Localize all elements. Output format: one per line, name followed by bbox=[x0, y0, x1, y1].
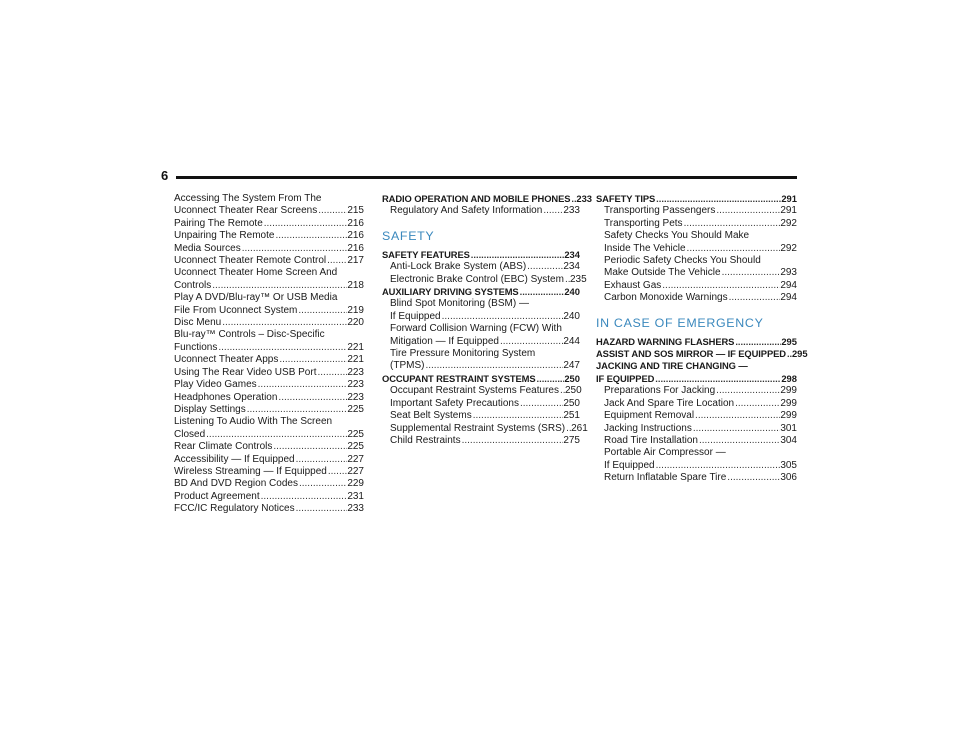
toc-entry-title: Listening To Audio With The Screen bbox=[174, 416, 333, 428]
toc-entry-page: 223 bbox=[347, 379, 364, 391]
dot-leader bbox=[211, 280, 347, 292]
toc-entry-title: Play Video Games bbox=[174, 379, 257, 391]
toc-entry[interactable] bbox=[174, 454, 364, 466]
dot-leader bbox=[257, 379, 348, 391]
toc-entry-title: File From Uconnect System bbox=[174, 304, 298, 316]
dot-leader bbox=[326, 255, 347, 267]
dot-leader bbox=[461, 435, 564, 447]
toc-entry-page: 234 bbox=[563, 261, 580, 273]
toc-entry-page: 292 bbox=[780, 242, 797, 254]
toc-entry-page: 220 bbox=[347, 317, 364, 329]
dot-leader bbox=[734, 336, 781, 348]
toc-entry-page: 293 bbox=[780, 267, 797, 279]
toc-entry-title: Headphones Operation bbox=[174, 391, 278, 403]
toc-entry-title: Wireless Streaming — If Equipped bbox=[174, 465, 327, 477]
dot-leader bbox=[263, 218, 348, 230]
toc-entry-title: Uconnect Theater Rear Screens bbox=[174, 205, 318, 217]
toc-entry-title: Transporting Pets bbox=[604, 217, 683, 229]
toc-entry-page: 240 bbox=[564, 286, 580, 298]
toc-entry[interactable] bbox=[174, 329, 364, 354]
toc-column-2 bbox=[382, 193, 593, 447]
toc-entry-page: 294 bbox=[780, 292, 797, 304]
toc-entry-page: 250 bbox=[563, 397, 580, 409]
toc-heading-entry[interactable] bbox=[382, 249, 580, 261]
toc-entry-title: (TPMS) bbox=[390, 360, 425, 372]
toc-entry-title: Jack And Spare Tire Location bbox=[604, 397, 735, 409]
dot-leader bbox=[686, 243, 781, 255]
toc-entry-title: Mitigation — If Equipped bbox=[390, 335, 499, 347]
toc-entry[interactable] bbox=[174, 392, 364, 404]
toc-entry-title: Functions bbox=[174, 341, 218, 353]
toc-heading-entry[interactable] bbox=[596, 348, 808, 360]
toc-entry-page: 247 bbox=[563, 360, 580, 372]
toc-entry[interactable] bbox=[174, 193, 364, 218]
dot-leader bbox=[424, 360, 563, 372]
dot-leader bbox=[715, 385, 780, 397]
toc-heading-entry[interactable] bbox=[596, 336, 797, 348]
dot-leader bbox=[205, 429, 347, 441]
toc-entry[interactable] bbox=[382, 385, 580, 397]
toc-entry[interactable] bbox=[596, 255, 797, 280]
toc-entry[interactable] bbox=[382, 323, 580, 348]
page-number: 6 bbox=[161, 168, 169, 183]
dot-leader bbox=[726, 472, 780, 484]
dot-leader bbox=[278, 354, 347, 366]
toc-entry-page: 233 bbox=[347, 503, 364, 515]
toc-entry-page: 292 bbox=[780, 217, 797, 229]
toc-entry-page: 231 bbox=[347, 490, 364, 502]
toc-entry-page: 225 bbox=[347, 441, 364, 453]
dot-leader bbox=[317, 205, 347, 217]
toc-entry[interactable] bbox=[174, 292, 364, 317]
toc-entry-title: OCCUPANT RESTRAINT SYSTEMS bbox=[382, 372, 536, 384]
toc-entry-title: Jacking Instructions bbox=[604, 422, 692, 434]
toc-entry-title: Anti-Lock Brake System (ABS) bbox=[390, 261, 527, 273]
dot-leader bbox=[221, 317, 347, 329]
toc-entry-title: Transporting Passengers bbox=[604, 205, 716, 217]
toc-entry-page: 295 bbox=[791, 348, 808, 360]
toc-entry-title: Accessing The System From The bbox=[174, 193, 322, 204]
toc-entry-title: Uconnect Theater Apps bbox=[174, 354, 279, 366]
toc-entry-title: JACKING AND TIRE CHANGING — bbox=[596, 360, 748, 372]
dot-leader bbox=[661, 280, 780, 292]
toc-entry[interactable] bbox=[174, 503, 364, 515]
toc-heading-entry[interactable] bbox=[382, 286, 580, 298]
toc-entry[interactable] bbox=[596, 218, 797, 230]
dot-leader bbox=[655, 460, 781, 472]
toc-entry-page: 291 bbox=[781, 193, 797, 204]
toc-entry[interactable] bbox=[382, 435, 580, 447]
toc-entry[interactable] bbox=[382, 422, 588, 435]
toc-entry-title: SAFETY FEATURES bbox=[382, 248, 470, 260]
dot-leader bbox=[535, 373, 564, 385]
toc-entry-page: 229 bbox=[347, 478, 364, 490]
dot-leader bbox=[316, 367, 347, 379]
dot-leader bbox=[472, 410, 564, 422]
toc-entry-page: 216 bbox=[347, 242, 364, 254]
toc-entry[interactable] bbox=[174, 317, 364, 329]
section-title: IN CASE OF EMERGENCY bbox=[596, 315, 764, 330]
toc-entry[interactable] bbox=[596, 423, 797, 435]
dot-leader bbox=[698, 435, 780, 447]
toc-entry-title: Carbon Monoxide Warnings bbox=[604, 292, 728, 304]
toc-entry-title: IF EQUIPPED bbox=[596, 372, 655, 384]
toc-entry-page: 305 bbox=[780, 459, 797, 471]
dot-leader bbox=[728, 292, 781, 304]
dot-leader bbox=[277, 392, 347, 404]
toc-entry-title: Media Sources bbox=[174, 242, 241, 254]
toc-entry[interactable] bbox=[596, 385, 797, 397]
toc-entry-title: Road Tire Installation bbox=[604, 434, 698, 446]
toc-entry-page: 298 bbox=[781, 372, 797, 384]
toc-entry[interactable] bbox=[174, 367, 364, 379]
dot-leader bbox=[295, 503, 348, 515]
toc-entry-page: 304 bbox=[780, 434, 797, 446]
toc-entry[interactable] bbox=[382, 261, 580, 273]
toc-entry[interactable] bbox=[174, 379, 364, 391]
toc-entry-title: Regulatory And Safety Information bbox=[390, 205, 543, 217]
toc-entry-title: Safety Checks You Should Make bbox=[604, 230, 750, 242]
dot-leader bbox=[715, 205, 780, 217]
toc-heading-entry[interactable] bbox=[596, 193, 797, 205]
toc-entry-page: 295 bbox=[781, 335, 797, 347]
toc-entry[interactable] bbox=[174, 441, 364, 453]
dot-leader bbox=[274, 230, 347, 242]
toc-entry-title: Child Restraints bbox=[390, 434, 461, 446]
toc-entry-title: If Equipped bbox=[604, 459, 655, 471]
dot-leader bbox=[295, 454, 348, 466]
toc-entry[interactable] bbox=[382, 273, 587, 286]
toc-entry-page: 227 bbox=[347, 453, 364, 465]
toc-entry-title: Display Settings bbox=[174, 403, 246, 415]
toc-entry-title: Product Agreement bbox=[174, 490, 260, 502]
toc-entry[interactable] bbox=[596, 280, 797, 292]
toc-entry-page: 240 bbox=[563, 310, 580, 322]
toc-entry-title: FCC/IC Regulatory Notices bbox=[174, 503, 295, 515]
dot-leader bbox=[655, 193, 781, 205]
toc-entry[interactable] bbox=[174, 354, 364, 366]
toc-entry-title: RADIO OPERATION AND MOBILE PHONES bbox=[382, 193, 571, 204]
dot-leader bbox=[260, 491, 348, 503]
header-rule bbox=[176, 176, 797, 179]
toc-heading-entry[interactable] bbox=[382, 373, 580, 385]
toc-entry-title: SAFETY TIPS bbox=[596, 193, 656, 204]
dot-leader bbox=[734, 398, 780, 410]
dot-leader bbox=[217, 342, 347, 354]
toc-entry-title: Unpairing The Remote bbox=[174, 230, 275, 242]
toc-entry-page: 306 bbox=[780, 472, 797, 484]
toc-entry-page: 235 bbox=[569, 273, 587, 285]
toc-entry-title: Occupant Restraint Systems Features bbox=[390, 385, 559, 397]
toc-entry[interactable] bbox=[596, 292, 797, 304]
dot-leader bbox=[542, 205, 563, 217]
toc-entry-page: 221 bbox=[347, 341, 364, 353]
toc-entry-title: Portable Air Compressor — bbox=[604, 447, 726, 459]
toc-entry-page: 233 bbox=[563, 205, 580, 217]
toc-entry-title: Seat Belt Systems bbox=[390, 410, 472, 422]
toc-entry-page: 215 bbox=[347, 205, 364, 217]
toc-entry-title: Make Outside The Vehicle bbox=[604, 267, 721, 279]
dot-leader bbox=[683, 218, 781, 230]
toc-entry-title: Disc Menu bbox=[174, 317, 222, 329]
dot-leader bbox=[499, 336, 563, 348]
dot-leader bbox=[721, 267, 781, 279]
dot-leader bbox=[519, 398, 563, 410]
dot-leader bbox=[694, 410, 780, 422]
toc-entry-title: Exhaust Gas bbox=[604, 279, 662, 291]
toc-entry[interactable] bbox=[174, 218, 364, 230]
toc-entry-page: 275 bbox=[563, 434, 580, 446]
toc-column-3 bbox=[596, 193, 808, 485]
toc-entry-page: 261 bbox=[571, 422, 588, 434]
toc-entry[interactable] bbox=[596, 410, 797, 422]
dot-leader bbox=[654, 373, 781, 385]
toc-entry-page: 223 bbox=[347, 366, 364, 378]
dot-leader bbox=[297, 305, 347, 317]
toc-entry-page: 216 bbox=[347, 217, 364, 229]
toc-entry-page: 250 bbox=[564, 372, 580, 384]
toc-entry-title: Uconnect Theater Remote Control bbox=[174, 255, 327, 267]
toc-entry[interactable] bbox=[382, 410, 580, 422]
toc-entry-page: 227 bbox=[347, 465, 364, 477]
toc-entry[interactable] bbox=[174, 267, 364, 292]
dot-leader bbox=[246, 404, 348, 416]
toc-entry-page: 218 bbox=[347, 279, 364, 291]
dot-leader bbox=[241, 243, 348, 255]
toc-heading-entry[interactable] bbox=[596, 360, 797, 385]
toc-entry-page: 216 bbox=[347, 230, 364, 242]
toc-entry-title: If Equipped bbox=[390, 310, 441, 322]
toc-entry-page: 223 bbox=[347, 391, 364, 403]
toc-entry-title: Accessibility — If Equipped bbox=[174, 453, 295, 465]
dot-leader bbox=[470, 249, 565, 261]
dot-leader bbox=[692, 423, 780, 435]
toc-entry-title: Return Inflatable Spare Tire bbox=[604, 472, 727, 484]
toc-entry[interactable] bbox=[382, 298, 580, 323]
dot-leader bbox=[272, 441, 347, 453]
toc-heading-entry[interactable] bbox=[382, 193, 593, 205]
toc-entry[interactable] bbox=[174, 243, 364, 255]
toc-entry[interactable] bbox=[596, 435, 797, 447]
toc-entry-title: Electronic Brake Control (EBC) System bbox=[390, 273, 564, 285]
toc-entry-title: HAZARD WARNING FLASHERS bbox=[596, 335, 735, 347]
toc-entry-title: Uconnect Theater Home Screen And bbox=[174, 267, 338, 279]
toc-entry[interactable] bbox=[174, 491, 364, 503]
toc-entry-title: Pairing The Remote bbox=[174, 217, 263, 229]
toc-column-1 bbox=[174, 193, 364, 516]
toc-entry-title: Forward Collision Warning (FCW) With bbox=[390, 323, 562, 335]
toc-entry-page: 225 bbox=[347, 403, 364, 415]
dot-leader bbox=[298, 478, 347, 490]
toc-entry-title: Blind Spot Monitoring (BSM) — bbox=[390, 298, 529, 310]
toc-entry-title: Controls bbox=[174, 279, 212, 291]
toc-entry-title: Using The Rear Video USB Port bbox=[174, 366, 317, 378]
toc-entry[interactable] bbox=[596, 230, 797, 255]
toc-entry[interactable] bbox=[174, 466, 364, 478]
toc-entry[interactable] bbox=[596, 398, 797, 410]
toc-entry[interactable] bbox=[174, 230, 364, 242]
toc-entry-title: ASSIST AND SOS MIRROR — IF EQUIPPED bbox=[596, 348, 786, 360]
dot-leader bbox=[441, 311, 564, 323]
toc-entry-title: BD And DVD Region Codes bbox=[174, 478, 298, 490]
toc-entry-title: Tire Pressure Monitoring System bbox=[390, 348, 536, 360]
toc-entry[interactable] bbox=[174, 255, 364, 267]
toc-entry-page: 299 bbox=[780, 410, 797, 422]
toc-entry[interactable] bbox=[382, 348, 580, 373]
dot-leader bbox=[526, 261, 563, 273]
toc-entry-title: Rear Climate Controls bbox=[174, 441, 273, 453]
toc-entry-page: 221 bbox=[347, 354, 364, 366]
toc-entry-title: Important Safety Precautions bbox=[390, 397, 519, 409]
toc-entry-title: Equipment Removal bbox=[604, 410, 695, 422]
toc-entry[interactable] bbox=[382, 205, 580, 217]
dot-leader bbox=[327, 466, 347, 478]
toc-entry-page: 294 bbox=[780, 279, 797, 291]
toc-entry-page: 225 bbox=[347, 428, 364, 440]
toc-entry-title: Inside The Vehicle bbox=[604, 242, 686, 254]
toc-entry-title: Preparations For Jacking bbox=[604, 385, 716, 397]
toc-entry-page: 234 bbox=[564, 248, 580, 260]
toc-entry[interactable] bbox=[596, 205, 797, 217]
section-title: SAFETY bbox=[382, 228, 435, 243]
toc-entry[interactable] bbox=[174, 478, 364, 490]
toc-entry-title: AUXILIARY DRIVING SYSTEMS bbox=[382, 286, 519, 298]
toc-entry[interactable] bbox=[596, 472, 797, 484]
toc-entry-page: 233 bbox=[576, 193, 593, 204]
toc-entry[interactable] bbox=[174, 404, 364, 416]
toc-entry[interactable] bbox=[382, 398, 580, 410]
toc-entry[interactable] bbox=[596, 447, 797, 472]
toc-entry-page: 219 bbox=[347, 304, 364, 316]
toc-entry-title: Closed bbox=[174, 428, 206, 440]
dot-leader bbox=[519, 286, 565, 298]
toc-entry-page: 301 bbox=[780, 422, 797, 434]
toc-entry-title: Play A DVD/Blu-ray™ Or USB Media bbox=[174, 292, 338, 304]
toc-entry-title: Supplemental Restraint Systems (SRS) bbox=[390, 422, 566, 434]
toc-entry-title: Blu-ray™ Controls – Disc-Specific bbox=[174, 329, 325, 341]
toc-entry-page: 251 bbox=[563, 410, 580, 422]
toc-entry-page: 250 bbox=[564, 385, 582, 397]
toc-entry-page: 291 bbox=[780, 205, 797, 217]
toc-entry-page: 299 bbox=[780, 397, 797, 409]
toc-entry-page: 299 bbox=[780, 385, 797, 397]
toc-entry-page: 217 bbox=[347, 255, 364, 267]
toc-entry-title: Periodic Safety Checks You Should bbox=[604, 255, 761, 267]
toc-entry[interactable] bbox=[174, 416, 364, 441]
toc-entry-page: 244 bbox=[563, 335, 580, 347]
